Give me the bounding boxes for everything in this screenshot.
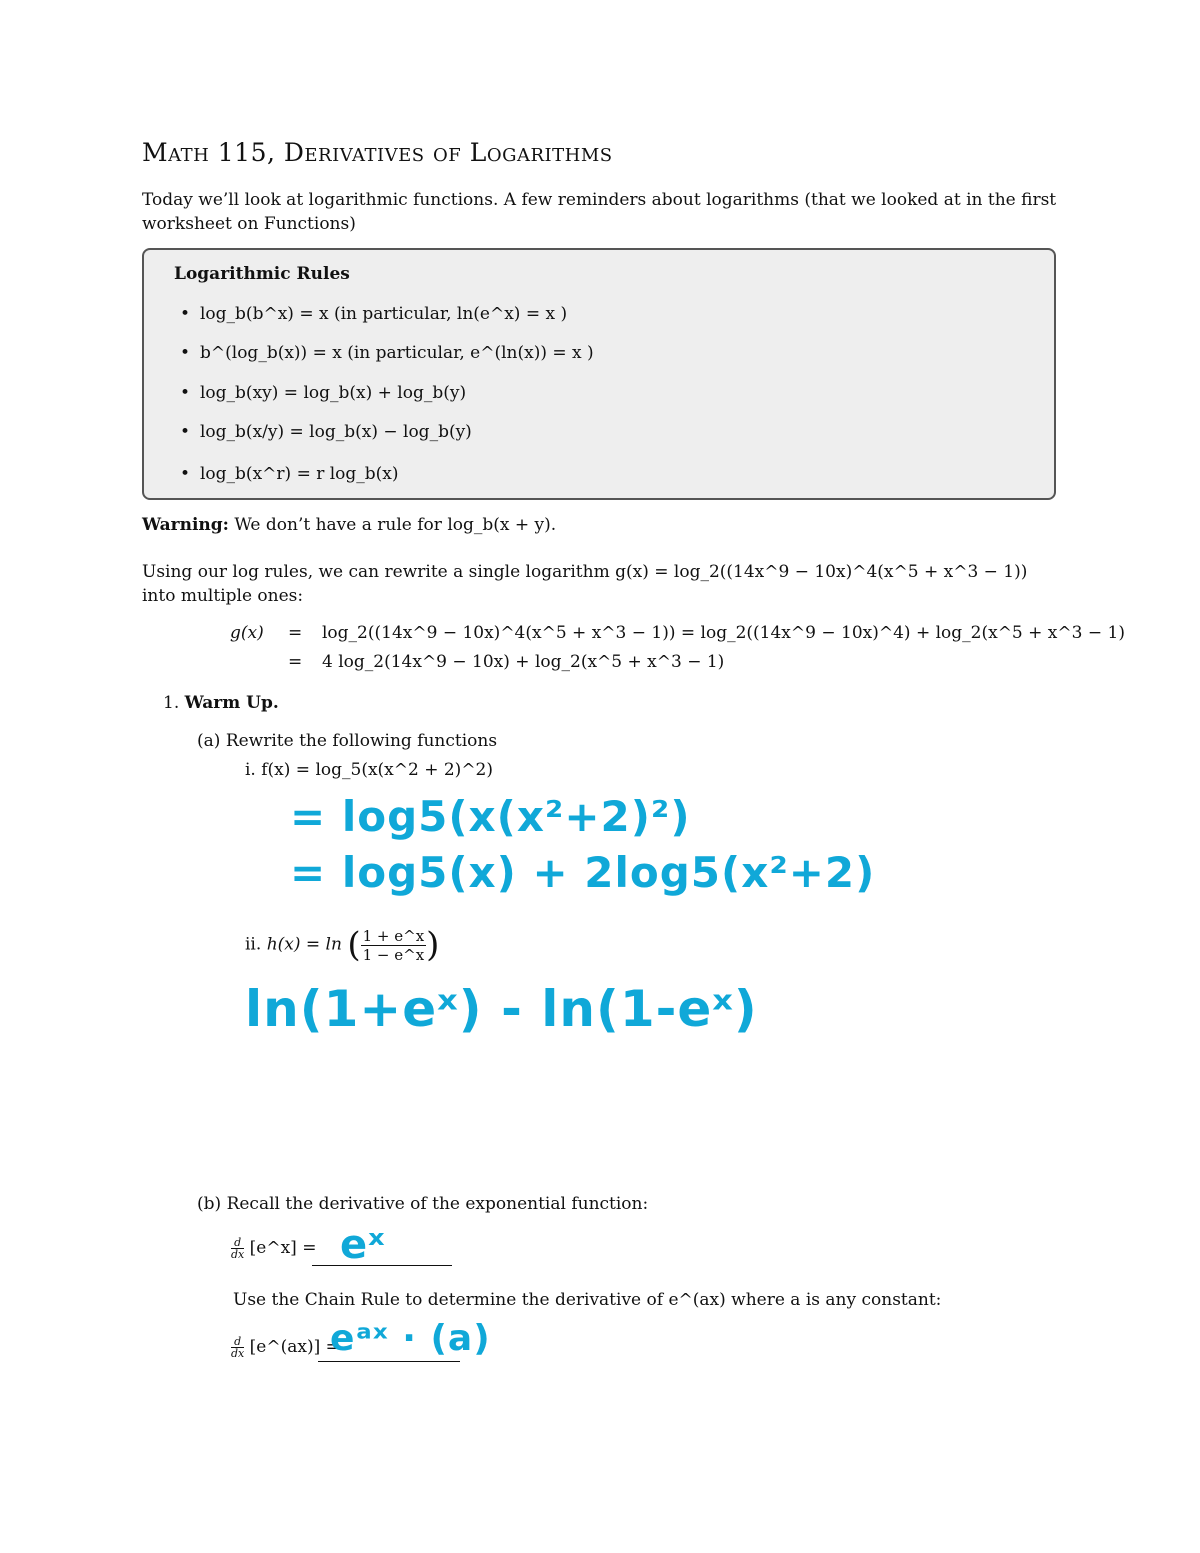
rule-item: • log_b(x/y) = log_b(x) − log_b(y) [180, 422, 472, 442]
item-i-label: i. [245, 760, 256, 780]
derivation-eq-1: = [288, 623, 303, 643]
fraction [361, 927, 427, 964]
derivative-2-lhs: [e^(ax)] = [249, 1337, 340, 1357]
part-a [197, 731, 497, 751]
derivation-line-2: 4 log_2(14x^9 − 10x) + log_2(x^5 + x^3 − 1) [322, 652, 725, 672]
page-title: Math 115, Derivatives of Logarithms [142, 138, 613, 167]
bullet-icon: • [180, 464, 191, 484]
bullet-icon: • [180, 304, 191, 324]
part-a-text: Rewrite the following functions [225, 731, 498, 751]
problem-1-header [163, 693, 279, 713]
answer-blank-2 [318, 1360, 460, 1362]
rule-item: • b^(log_b(x)) = x (in particular, e^(ln(x)) = x ) [180, 343, 594, 363]
rule-item: • log_b(b^x) = x (in particular, ln(e^x) = x ) [180, 304, 568, 324]
intro-paragraph: Today we’ll look at logarithmic functions. A few reminders about logarithms (that we looked at in the first worksheet on Functions) [142, 190, 1057, 234]
item-ii-label: ii. [245, 934, 262, 955]
problem-number: 1. [163, 693, 180, 713]
handwritten-answer-i-line-1: = log5(x(x²+2)²) [290, 792, 691, 841]
warning-line [142, 515, 556, 535]
left-paren-icon: ( [347, 925, 361, 965]
warning-text: We don’t have a rule for log_b(x + y). [234, 515, 557, 535]
rule-item: • log_b(x^r) = r log_b(x) [180, 464, 399, 484]
rule-item: • log_b(xy) = log_b(x) + log_b(y) [180, 383, 467, 403]
logarithmic-rules-box [142, 248, 1056, 500]
handwritten-answer-b2: eᵃˣ · (a) [330, 1318, 491, 1359]
derivative-1 [231, 1237, 316, 1260]
item-i [245, 760, 493, 780]
bullet-icon: • [180, 422, 191, 442]
item-i-expr: f(x) = log_5(x(x^2 + 2)^2) [261, 760, 494, 780]
fraction-numerator: 1 + e^x [362, 926, 425, 945]
handwritten-answer-ii: ln(1+eˣ) - ln(1-eˣ) [245, 980, 758, 1038]
derivative-2 [231, 1336, 340, 1359]
handwritten-answer-b1: eˣ [340, 1222, 386, 1268]
right-paren-icon: ) [426, 925, 440, 965]
handwritten-answer-i-line-2: = log5(x) + 2log5(x²+2) [290, 848, 876, 897]
rules-heading: Logarithmic Rules [174, 264, 350, 284]
part-b-text: Recall the derivative of the exponential function: [226, 1194, 649, 1214]
ddx-operator: $\frac{d}{dx}$ [231, 1335, 245, 1360]
bullet-icon: • [180, 343, 191, 363]
derivative-1-lhs: [e^x] = [249, 1238, 317, 1258]
bullet-icon: • [180, 383, 191, 403]
ddx-operator: $\frac{d}{dx}$ [231, 1236, 245, 1261]
derivation-eq-2: = [288, 652, 303, 672]
chain-rule-text: Use the Chain Rule to determine the derivative of e^(ax) where a is any constant: [233, 1290, 942, 1310]
part-a-label: (a) [197, 731, 221, 751]
warning-label: Warning: [142, 515, 229, 535]
derivation-line-1: log_2((14x^9 − 10x)^4(x^5 + x^3 − 1)) = log_2((14x^9 − 10x)^4) + log_2(x^5 + x^3 − 1) [322, 623, 1125, 643]
item-ii-lhs: h(x) = ln [266, 934, 342, 955]
part-b-label: (b) [197, 1194, 222, 1214]
fraction-denominator: 1 − e^x [362, 945, 425, 964]
problem-heading: Warm Up. [184, 693, 279, 713]
rewrite-intro: Using our log rules, we can rewrite a single logarithm g(x) = log_2((14x^9 − 10x)^4(x^5 + x^3 − 1)) into multiple ones: [142, 562, 1028, 606]
part-b [197, 1194, 648, 1214]
derivation-lhs: g(x) [230, 623, 264, 643]
item-ii [245, 925, 439, 965]
